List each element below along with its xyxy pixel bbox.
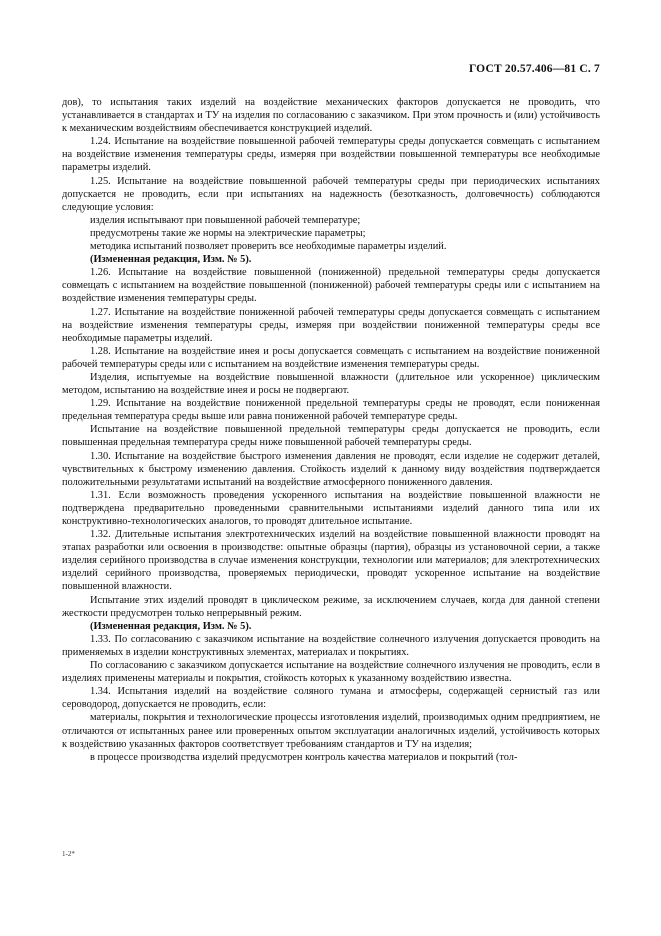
paragraph: 1.31. Если возможность проведения ускоренного испытания на воздействие повышенной влажности не подтверждена предварительно проведенными сравнительными испытаниями изделий данного типа или их конструктивно-технологических аналогов, то проводят длительное испытание.: [62, 489, 600, 527]
paragraph: Испытание на воздействие повышенной предельной температуры среды допускается не проводить, если повышенная предельная температура среды ниже повышенной рабочей температуры среды.: [62, 424, 600, 449]
paragraph: предусмотрены такие же нормы на электрические параметры;: [90, 227, 366, 239]
paragraph: 1.24. Испытание на воздействие повышенной рабочей температуры среды допускается совмещать с испытанием на воздействие изменения температуры среды, измеряя при воздействии повышенной температуры все необходимые параметры изделий.: [62, 136, 600, 174]
paragraph: 1.33. По согласованию с заказчиком испытание на воздействие солнечного излучения допускается проводить на применяемых в изделии конструктивных элементах, материалах и покрытиях.: [62, 633, 600, 658]
paragraph: Испытание этих изделий проводят в циклическом режиме, за исключением случаев, когда для данной степени жесткости предусмотрен только непрерывный режим.: [62, 594, 600, 619]
paragraph: 1.34. Испытания изделий на воздействие соляного тумана и атмосферы, содержащей сернистый газ или сероводород, допускается не проводить, если:: [62, 686, 600, 711]
paragraph: 1.26. Испытание на воздействие повышенной (пониженной) предельной температуры среды допускается совмещать с испытанием на воздействие повышенной (пониженной) рабочей температуры среды или с испытанием на воздействие изменения температуры среды.: [62, 267, 600, 305]
paragraph: 1.28. Испытание на воздействие инея и росы допускается совмещать с испытанием на воздействие пониженной рабочей температуры среды или с испытанием на воздействие изменения температуры среды.: [62, 345, 600, 370]
paragraph: материалы, покрытия и технологические процессы изготовления изделий, производимых одним предприятием, не отличаются от испытанных ранее или проверенных опытом эксплуатации аналогичных изделий, устойчивость которых к воздействию указанных факторов соответствует требованиям стандартов и ТУ на изделия;: [62, 712, 600, 750]
paragraph: По согласованию с заказчиком допускается испытание на воздействие солнечного излучения не проводить, если в изделиях применены материалы и покрытия, стойкость которых к указанному воздействию известна.: [62, 660, 600, 685]
paragraph: Изделия, испытуемые на воздействие повышенной влажности (длительное или ускоренное) циклическим методом, испытанию на воздействие инея и росы не подвергают.: [62, 371, 600, 397]
paragraph: в процессе производства изделий предусмотрен контроль качества материалов и покрытий (тол-: [90, 751, 518, 763]
paragraph: 1.25. Испытание на воздействие повышенной рабочей температуры среды при периодических испытаниях допускается не проводить, если при испытаниях на надежность (безотказность, долговечность) соблюдаются следующие условия:: [62, 175, 600, 213]
page-footer-mark: 1-2*: [62, 850, 75, 858]
amendment-note: (Измененная редакция, Изм. № 5).: [90, 620, 252, 632]
paragraph: 1.30. Испытание на воздействие быстрого изменения давления не проводят, если изделие не содержит деталей, чувствительных к быстрому изменению давления. Стойкость изделий к данному виду воздействия подтверждается положительными результатами испытаний на воздействие атмосферного пониженного давления.: [62, 450, 600, 488]
paragraph: изделия испытывают при повышенной рабочей температуре;: [90, 214, 361, 226]
paragraph: 1.29. Испытание на воздействие пониженной предельной температуры среды не проводят, если пониженная предельная температура среды выше или равна пониженной рабочей температуре среды.: [62, 398, 600, 423]
amendment-note: (Измененная редакция, Изм. № 5).: [90, 254, 252, 266]
paragraph: 1.32. Длительные испытания электротехнических изделий на воздействие повышенной влажности проводят на этапах разработки или освоения в производстве: опытные образцы (партия), образцы из установочной серии, а также изделия серийного производства в случае изменения конструкции, технологии или материалов; для электротехнических изделий серийного производства, проверяемых периодически, проводят ускоренное испытание на воздействие повышенной влажности.: [62, 529, 600, 593]
paragraph: дов), то испытания таких изделий на воздействие механических факторов допускается не проводить, что устанавливается в стандартах и ТУ на изделия по согласованию с заказчиком. При этом прочность и (или) устойчивость к механическим воздействиям обеспечивается конструкцией изделий.: [62, 97, 600, 135]
page-header: ГОСТ 20.57.406—81 С. 7: [468, 63, 600, 75]
paragraph: методика испытаний позволяет проверить все необходимые параметры изделий.: [90, 241, 447, 253]
document-body: [62, 96, 600, 764]
paragraph: 1.27. Испытание на воздействие пониженной рабочей температуры среды допускается совмещать с испытанием на воздействие изменения температуры среды, измеряя при воздействии пониженной температуры среды все необходимые параметры изделий.: [62, 306, 600, 344]
